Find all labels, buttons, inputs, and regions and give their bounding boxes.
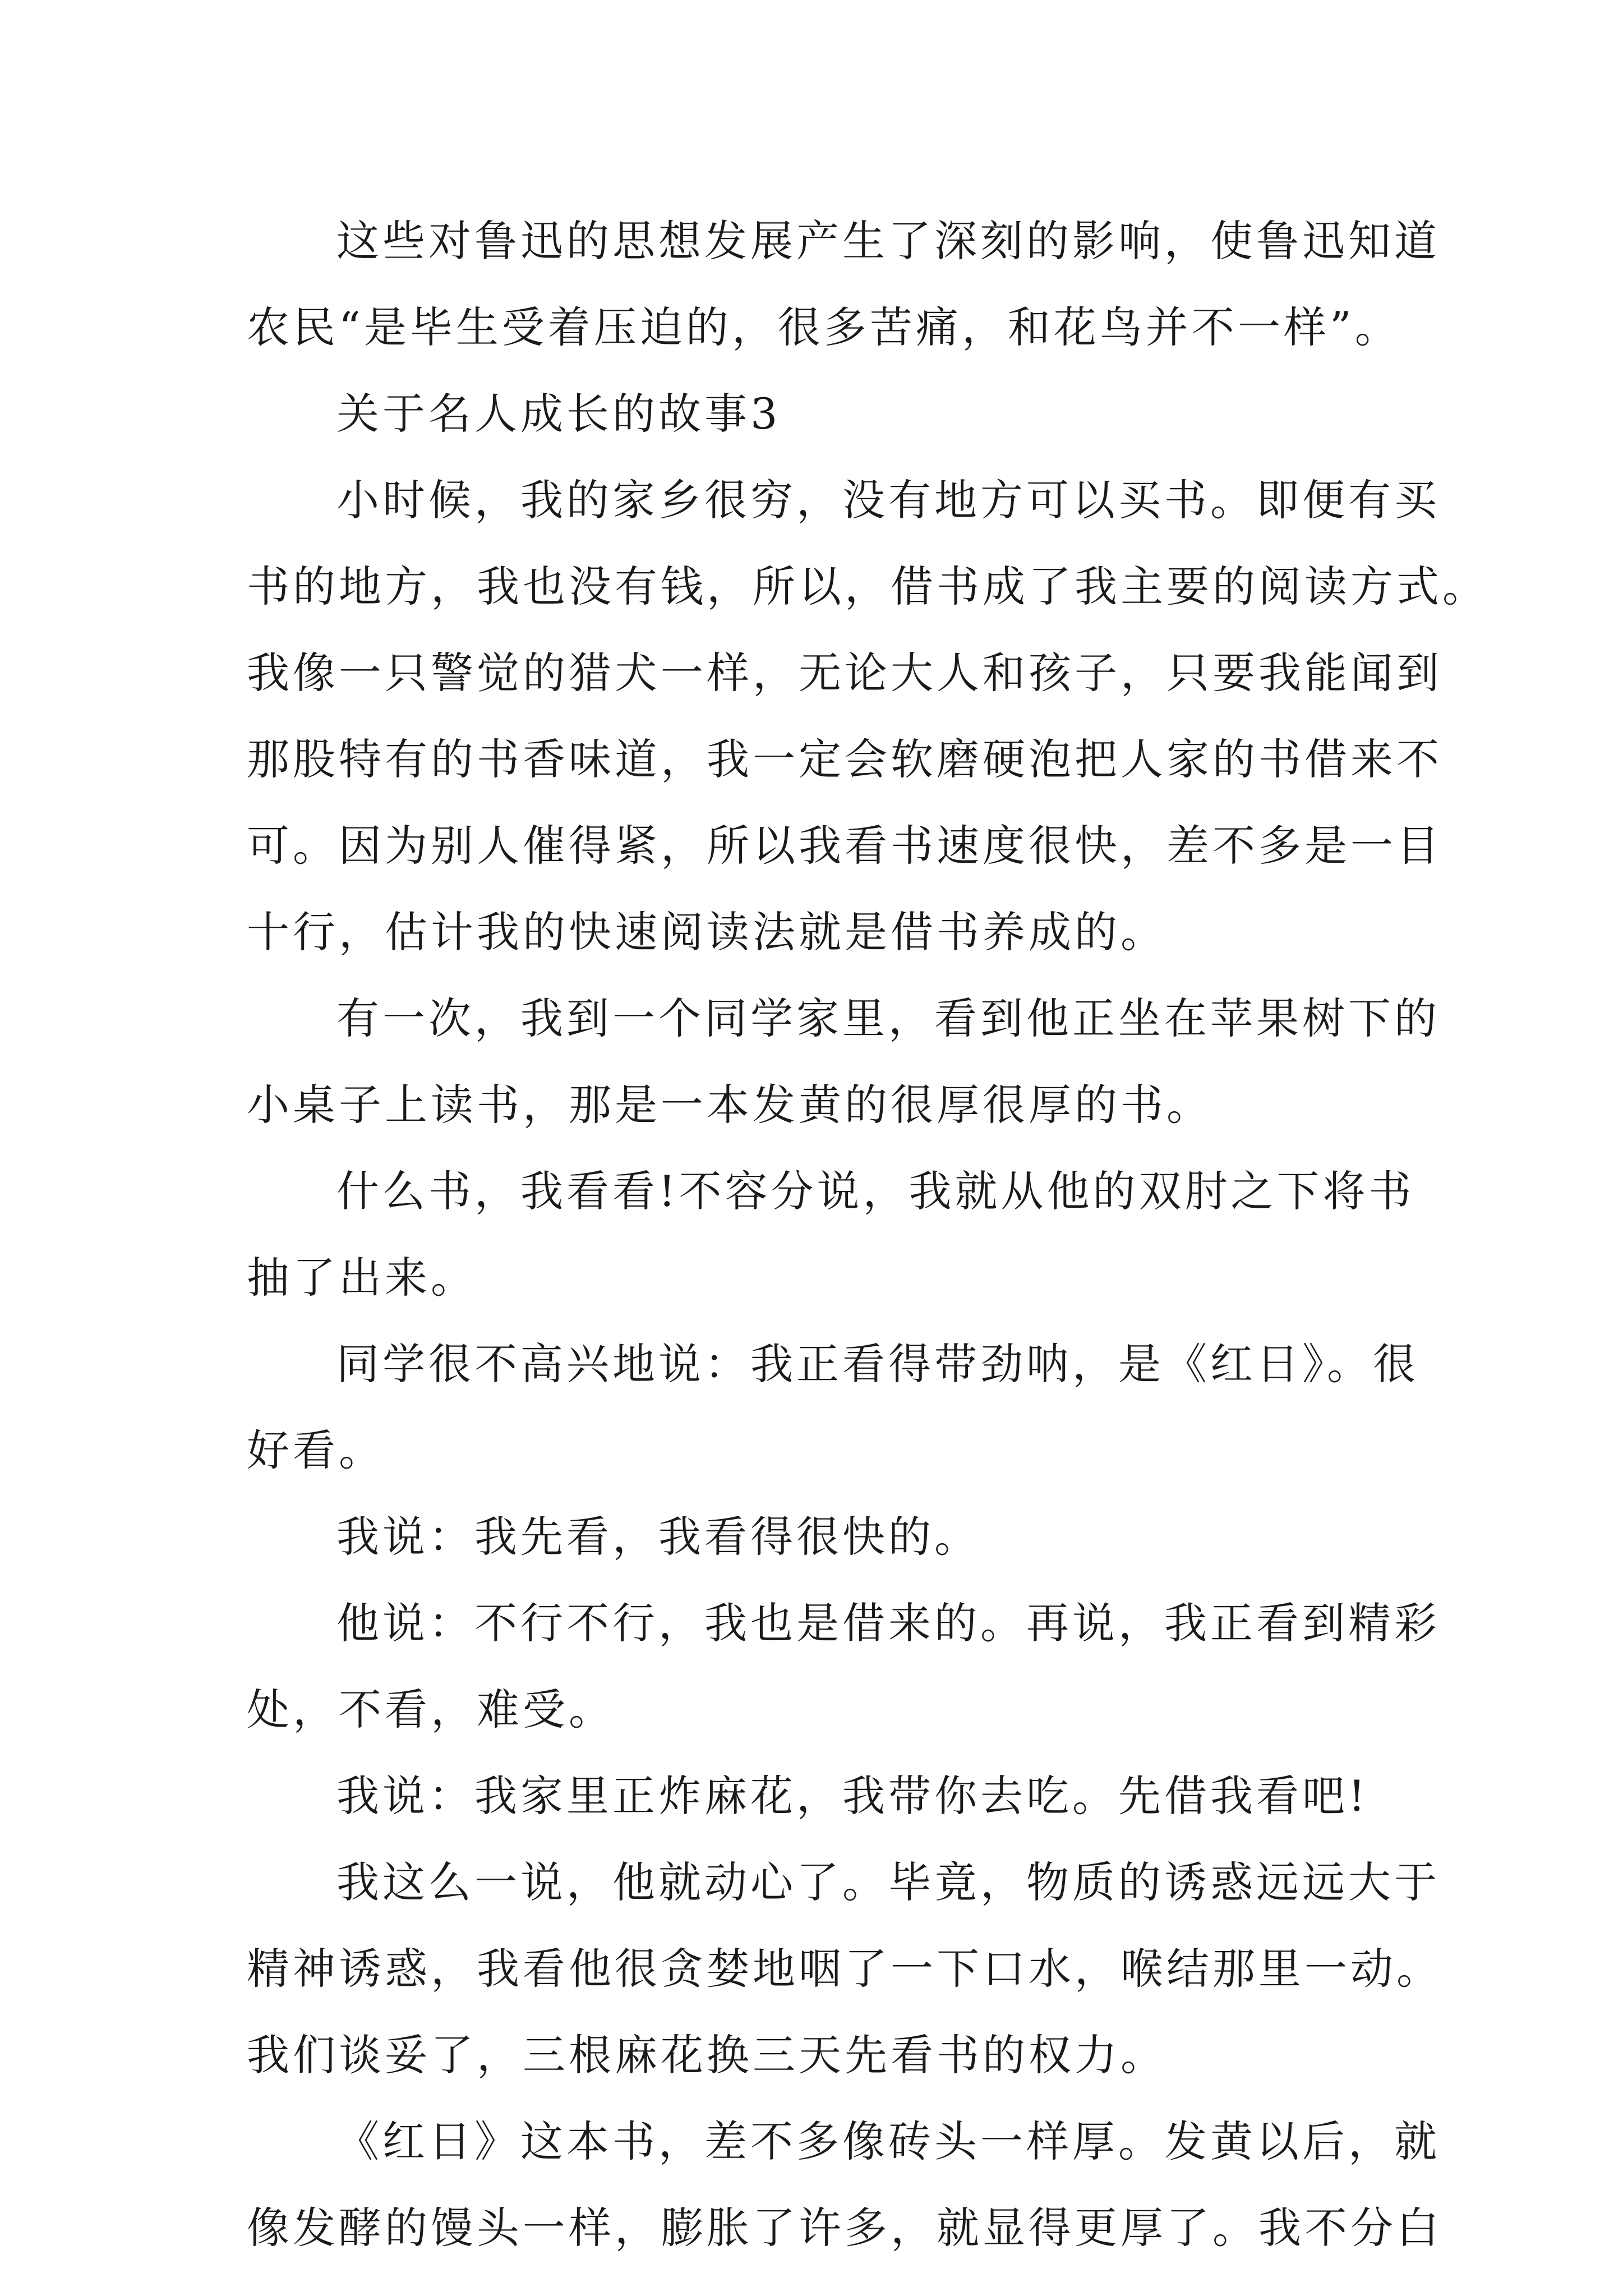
text-line: 精神诱惑，我看他很贪婪地咽了一下口水，喉结那里一动。 <box>247 1944 1442 1994</box>
text-line: 抽了出来。 <box>247 1253 477 1303</box>
text-line: 《红日》这本书，差不多像砖头一样厚。发黄以后，就 <box>336 2116 1440 2166</box>
text-line: 什么书，我看看!不容分说，我就从他的双肘之下将书 <box>336 1166 1415 1216</box>
text-line: 农民“是毕生受着压迫的，很多苦痛，和花鸟并不一样”。 <box>247 302 1401 352</box>
text-line: 我说：我先看，我看得很快的。 <box>336 1512 980 1562</box>
text-line: 十行，估计我的快速阅读法就是借书养成的。 <box>247 907 1166 957</box>
text-line: 像发酵的馒头一样，膨胀了许多，就显得更厚了。我不分白 <box>247 2203 1442 2253</box>
text-line: 有一次，我到一个同学家里，看到他正坐在苹果树下的 <box>336 993 1440 1043</box>
text-line: 小桌子上读书，那是一本发黄的很厚很厚的书。 <box>247 1080 1212 1130</box>
text-line: 我说：我家里正炸麻花，我带你去吃。先借我看吧! <box>336 1771 1369 1821</box>
text-line: 我们谈妥了，三根麻花换三天先看书的权力。 <box>247 2030 1166 2080</box>
text-line: 那股特有的书香味道，我一定会软磨硬泡把人家的书借来不 <box>247 734 1442 784</box>
text-line: 小时候，我的家乡很穷，没有地方可以买书。即便有买 <box>336 475 1440 525</box>
text-line: 可。因为别人催得紧，所以我看书速度很快，差不多是一目 <box>247 821 1442 871</box>
text-line: 他说：不行不行，我也是借来的。再说，我正看到精彩 <box>336 1598 1440 1648</box>
text-line: 同学很不高兴地说：我正看得带劲呐，是《红日》。很 <box>336 1339 1419 1389</box>
section-heading: 关于名人成长的故事3 <box>336 389 781 439</box>
text-line: 这些对鲁迅的思想发展产生了深刻的影响，使鲁迅知道 <box>336 216 1440 266</box>
text-line: 我像一只警觉的猎犬一样，无论大人和孩子，只要我能闻到 <box>247 648 1442 698</box>
text-line: 好看。 <box>247 1425 385 1475</box>
text-line: 我这么一说，他就动心了。毕竟，物质的诱惑远远大于 <box>336 1857 1440 1907</box>
text-line: 处，不看，难受。 <box>247 1685 615 1734</box>
text-line: 书的地方，我也没有钱，所以，借书成了我主要的阅读方式。 <box>247 562 1488 611</box>
